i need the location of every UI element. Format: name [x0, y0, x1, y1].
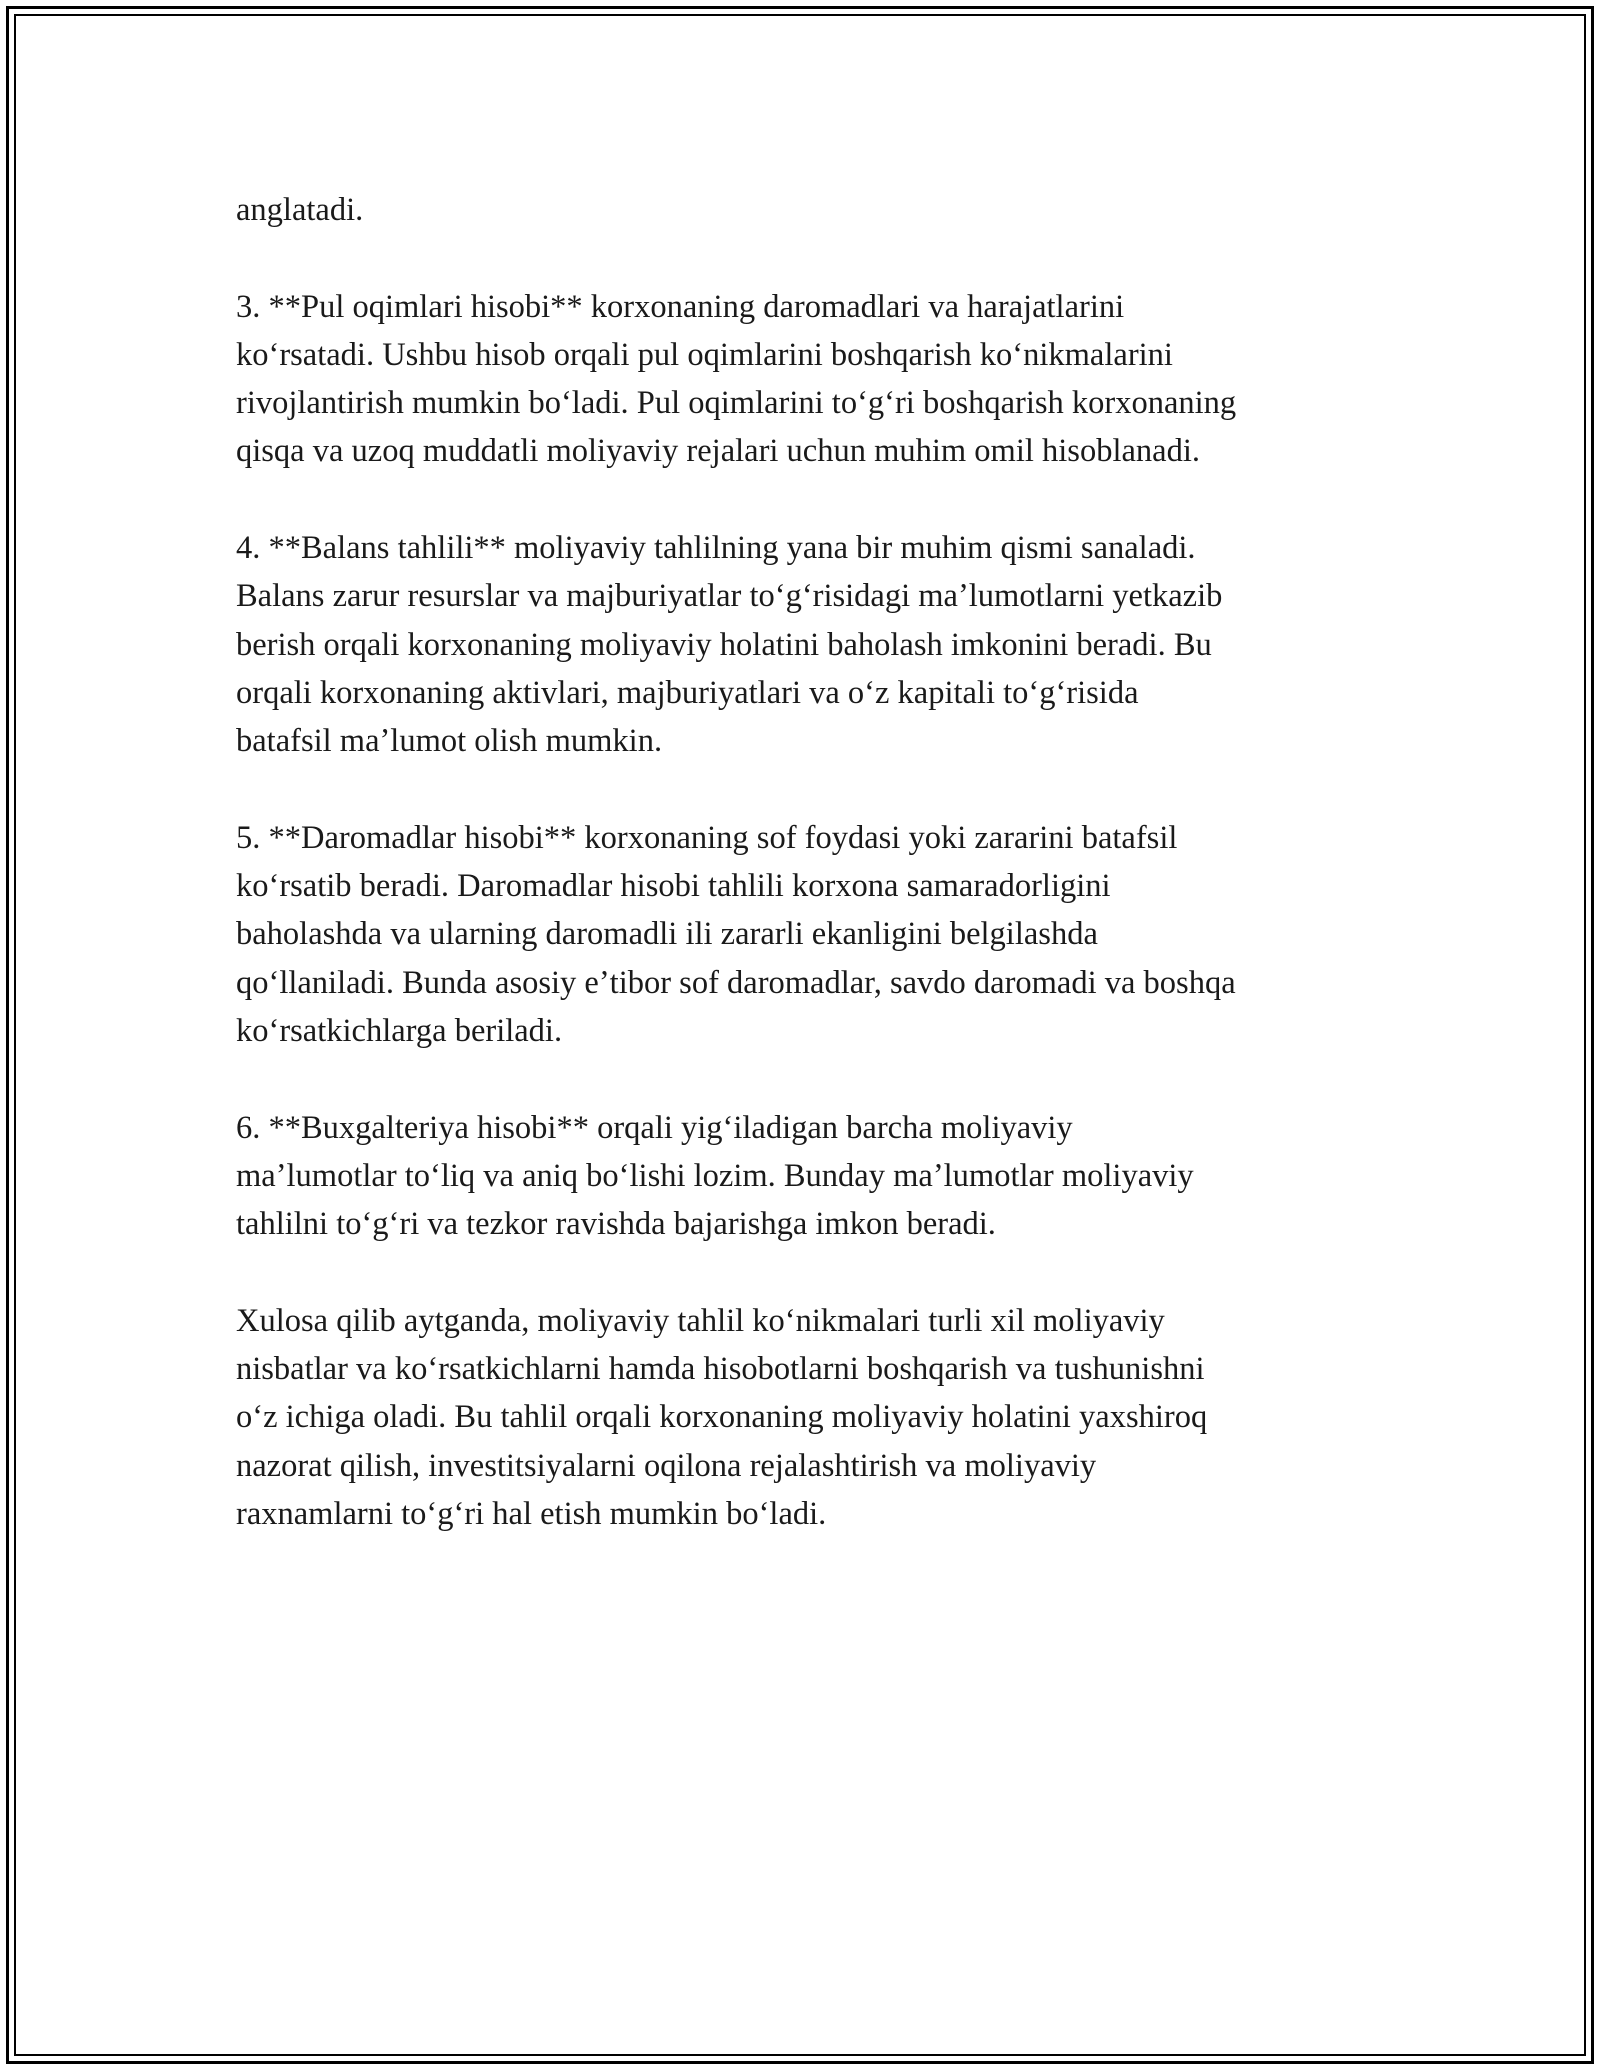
text-line: rivojlantirish mumkin boʻladi. Pul oqimlarini toʻgʻri boshqarish korxonaning	[236, 385, 1237, 422]
text-line: koʻrsatib beradi. Daromadlar hisobi tahlili korxona samaradorligini	[236, 868, 1111, 905]
text-line: batafsil maʼlumot olish mumkin.	[236, 723, 663, 760]
paragraph-item-6	[236, 1104, 1426, 1249]
text-line: qoʻllaniladi. Bunda asosiy eʼtibor sof daromadlar, savdo daromadi va boshqa	[236, 964, 1236, 1001]
text-line: qisqa va uzoq muddatli moliyaviy rejalari uchun muhim omil hisoblanadi.	[236, 433, 1200, 470]
text-line: anglatadi.	[236, 192, 364, 228]
paragraph-continuation	[236, 186, 1426, 234]
text-line: baholashda va ularning daromadli ili zararli ekanligini belgilashda	[236, 916, 1098, 953]
paragraph-item-4	[236, 524, 1426, 765]
text-line: oʻz ichiga oladi. Bu tahlil orqali korxonaning moliyaviy holatini yaxshiroq	[236, 1399, 1208, 1436]
text-line: orqali korxonaning aktivlari, majburiyatlari va oʻz kapitali toʻgʻrisida	[236, 674, 1139, 711]
text-line: maʼlumotlar toʻliq va aniq boʻlishi lozim. Bunday maʼlumotlar moliyaviy	[236, 1157, 1194, 1194]
text-line: Xulosa qilib aytganda, moliyaviy tahlil koʻnikmalari turli xil moliyaviy	[236, 1302, 1165, 1339]
paragraph-conclusion	[236, 1297, 1426, 1538]
text-line: Balans zarur resurslar va majburiyatlar toʻgʻrisidagi maʼlumotlarni yetkazib	[236, 578, 1223, 615]
text-line: tahlilni toʻgʻri va tezkor ravishda bajarishga imkon beradi.	[236, 1206, 996, 1243]
paragraph-item-5	[236, 814, 1426, 1055]
text-line: berish orqali korxonaning moliyaviy holatini baholash imkonini beradi. Bu	[236, 626, 1212, 663]
text-line: koʻrsatadi. Ushbu hisob orqali pul oqimlarini boshqarish koʻnikmalarini	[236, 336, 1173, 373]
text-line: nazorat qilish, investitsiyalarni oqilona rejalashtirish va moliyaviy	[236, 1447, 1097, 1484]
text-line: 6. **Buxgalteriya hisobi** orqali yigʻiladigan barcha moliyaviy	[236, 1109, 1073, 1146]
text-line: raxnamlarni toʻgʻri hal etish mumkin boʻladi.	[236, 1496, 827, 1533]
text-line: 3. **Pul oqimlari hisobi** korxonaning daromadlari va harajatlarini	[236, 288, 1125, 325]
document-body	[236, 186, 1426, 1538]
text-line: nisbatlar va koʻrsatkichlarni hamda hisobotlarni boshqarish va tushunishni	[236, 1351, 1205, 1388]
paragraph-item-3	[236, 283, 1426, 476]
text-line: 5. **Daromadlar hisobi** korxonaning sof foydasi yoki zararini batafsil	[236, 819, 1178, 856]
text-line: koʻrsatkichlarga beriladi.	[236, 1013, 563, 1050]
text-line: 4. **Balans tahlili** moliyaviy tahlilning yana bir muhim qismi sanaladi.	[236, 530, 1196, 567]
